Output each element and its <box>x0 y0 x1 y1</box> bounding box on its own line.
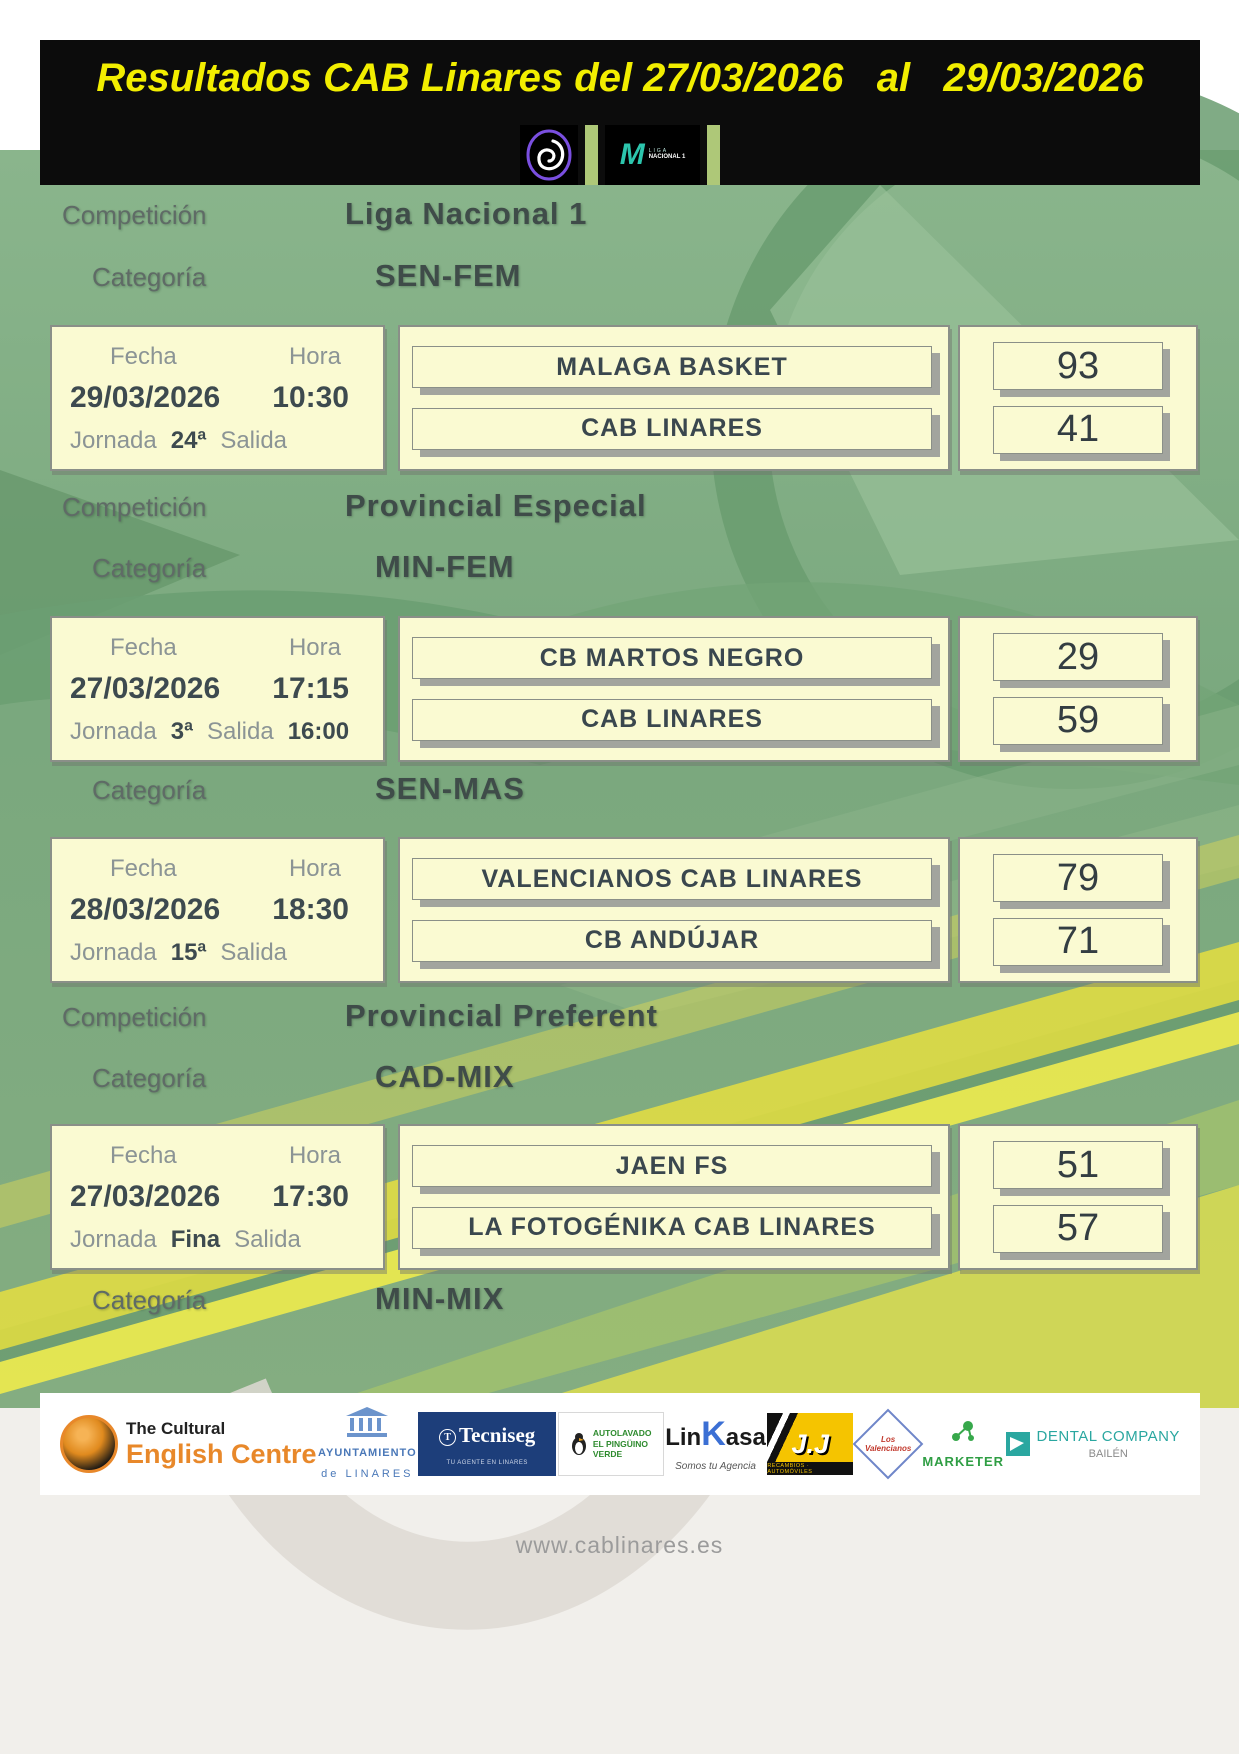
sponsor-text: TU AGENTE EN LINARES <box>446 1459 528 1466</box>
competition-label: Competición <box>62 1002 207 1032</box>
away-score: 71 <box>993 918 1163 966</box>
scores-panel <box>958 325 1198 471</box>
diamond-icon <box>852 1409 923 1480</box>
match-time: 17:15 <box>272 672 349 705</box>
sponsor-jj-recambios <box>767 1413 853 1475</box>
category-value: SEN-FEM <box>375 258 522 293</box>
category-value: SEN-MAS <box>375 771 525 806</box>
sponsors-bar <box>40 1393 1200 1495</box>
jornada-value: 15ª <box>170 939 207 966</box>
sponsor-english-centre <box>60 1415 317 1473</box>
home-team: MALAGA BASKET <box>412 346 932 388</box>
townhall-icon <box>344 1407 390 1439</box>
competition-label: Competición <box>62 200 207 230</box>
sponsor-text: English Centre <box>126 1438 317 1469</box>
sponsor-text: BAILÉN <box>1088 1447 1128 1460</box>
fecha-label: Fecha <box>110 343 177 370</box>
sponsor-marketer <box>922 1418 1004 1470</box>
jornada-value: 24ª <box>170 427 207 454</box>
sponsor-text: MARKETER <box>922 1454 1005 1470</box>
category-row <box>0 1059 1239 1105</box>
sponsor-ayuntamiento-linares <box>318 1407 417 1481</box>
sponsor-text: The Cultural <box>126 1418 226 1438</box>
match-date: 27/03/2026 <box>70 672 221 705</box>
hora-label: Hora <box>288 634 341 661</box>
salida-label: Salida <box>220 939 288 966</box>
sponsor-tecniseg <box>418 1412 556 1476</box>
category-row <box>0 549 1239 595</box>
sponsor-los-valencianos <box>855 1411 921 1477</box>
match-date: 27/03/2026 <box>70 1180 221 1213</box>
liga-nacional-logo <box>605 125 700 185</box>
salida-label: Salida <box>220 427 288 454</box>
liga-line2: NACIONAL 1 <box>648 154 686 161</box>
competition-row <box>0 998 1239 1044</box>
match-row <box>0 1124 1239 1270</box>
match-date: 28/03/2026 <box>70 893 221 926</box>
page-title: Resultados CAB Linares del 27/03/2026 al 29/03/2026 <box>96 56 1144 100</box>
hora-label: Hora <box>288 855 341 882</box>
fecha-label: Fecha <box>110 634 177 661</box>
away-team: LA FOTOGÉNIKA CAB LINARES <box>412 1207 932 1249</box>
home-score: 29 <box>993 633 1163 681</box>
teams-panel <box>398 325 950 471</box>
teams-panel <box>398 837 950 983</box>
sponsor-text: Lin <box>665 1423 702 1451</box>
match-info-card <box>50 1124 385 1270</box>
salida-label: Salida <box>206 718 274 745</box>
category-row <box>0 1281 1239 1327</box>
competition-label: Competición <box>62 492 207 522</box>
divider-bar <box>585 125 598 185</box>
teams-panel <box>398 1124 950 1270</box>
category-row <box>0 771 1239 817</box>
jornada-value: Fina <box>170 1226 221 1253</box>
category-label: Categoría <box>92 262 207 292</box>
logo-strip <box>40 123 1200 185</box>
home-score: 79 <box>993 854 1163 902</box>
match-row <box>0 616 1239 762</box>
jornada-label: Jornada <box>70 1226 157 1253</box>
sponsor-text: asa <box>725 1423 766 1451</box>
match-time: 10:30 <box>272 381 349 414</box>
dental-icon <box>1006 1432 1030 1456</box>
category-value: MIN-FEM <box>375 549 515 584</box>
liga-mark: M <box>619 138 645 171</box>
sponsor-text: RECAMBIOS · AUTOMÓVILES <box>767 1462 853 1475</box>
home-team: JAEN FS <box>412 1145 932 1187</box>
cab-linares-logo <box>520 125 578 185</box>
header-bar <box>40 40 1200 185</box>
sponsor-text: K <box>701 1414 726 1453</box>
fecha-label: Fecha <box>110 855 177 882</box>
scores-panel <box>958 837 1198 983</box>
home-score: 93 <box>993 342 1163 390</box>
home-team: VALENCIANOS CAB LINARES <box>412 858 932 900</box>
category-value: MIN-MIX <box>375 1281 505 1316</box>
match-time: 18:30 <box>272 893 349 926</box>
jornada-value: 3ª <box>170 718 193 745</box>
category-label: Categoría <box>92 553 207 583</box>
teams-panel <box>398 616 950 762</box>
match-date: 29/03/2026 <box>70 381 221 414</box>
sponsor-pinguino-verde <box>558 1412 664 1476</box>
category-value: CAD-MIX <box>375 1059 515 1094</box>
molecule-icon <box>949 1418 977 1444</box>
home-team: CB MARTOS NEGRO <box>412 637 932 679</box>
globe-icon <box>60 1415 118 1473</box>
match-info-card <box>50 325 385 471</box>
sponsor-text: AYUNTAMIENTO <box>318 1446 417 1459</box>
sponsor-text: Somos tu Agencia <box>675 1460 756 1472</box>
away-score: 41 <box>993 406 1163 454</box>
sponsor-text: EL PINGÜINO <box>592 1438 648 1449</box>
away-score: 59 <box>993 697 1163 745</box>
match-time: 17:30 <box>272 1180 349 1213</box>
hora-label: Hora <box>288 343 341 370</box>
fecha-label: Fecha <box>110 1142 177 1169</box>
sponsor-text: DENTAL COMPANY <box>1036 1427 1180 1445</box>
competition-value: Liga Nacional 1 <box>345 196 588 231</box>
sponsor-linkasa <box>665 1414 766 1472</box>
away-score: 57 <box>993 1205 1163 1253</box>
match-info-card <box>50 616 385 762</box>
sponsor-text: de LINARES <box>321 1468 414 1480</box>
match-row <box>0 837 1239 983</box>
salida-label: Salida <box>234 1226 301 1253</box>
category-label: Categoría <box>92 1285 207 1315</box>
sponsor-text: J.J <box>791 1428 830 1459</box>
trademark-icon: T <box>439 1429 456 1446</box>
liga-line1: LIGA <box>648 147 669 154</box>
sponsor-text: AUTOLAVADO <box>592 1428 652 1439</box>
jornada-label: Jornada <box>70 939 157 966</box>
sponsor-text: Tecniseg <box>459 1422 536 1447</box>
club-swirl-icon <box>524 128 574 182</box>
category-label: Categoría <box>92 775 207 805</box>
website-url: www.cablinares.es <box>515 1532 724 1558</box>
match-row <box>0 325 1239 471</box>
divider-bar <box>707 125 720 185</box>
scores-panel <box>958 616 1198 762</box>
match-info-card <box>50 837 385 983</box>
category-label: Categoría <box>92 1063 207 1093</box>
competition-row <box>0 196 1239 242</box>
jornada-label: Jornada <box>70 427 157 454</box>
scores-panel <box>958 1124 1198 1270</box>
competition-row <box>0 488 1239 534</box>
category-row <box>0 258 1239 304</box>
sponsor-text: VERDE <box>592 1449 623 1460</box>
penguin-icon <box>570 1432 588 1456</box>
sponsor-dental-company <box>1006 1426 1180 1462</box>
competition-value: Provincial Preferent <box>345 998 658 1033</box>
away-team: CB ANDÚJAR <box>412 920 932 962</box>
competition-value: Provincial Especial <box>345 488 647 523</box>
jornada-label: Jornada <box>70 718 157 745</box>
home-score: 51 <box>993 1141 1163 1189</box>
salida-value: 16:00 <box>287 718 350 745</box>
away-team: CAB LINARES <box>412 699 932 741</box>
away-team: CAB LINARES <box>412 408 932 450</box>
sponsor-text: Los Valencianos <box>864 1435 912 1454</box>
hora-label: Hora <box>288 1142 341 1169</box>
